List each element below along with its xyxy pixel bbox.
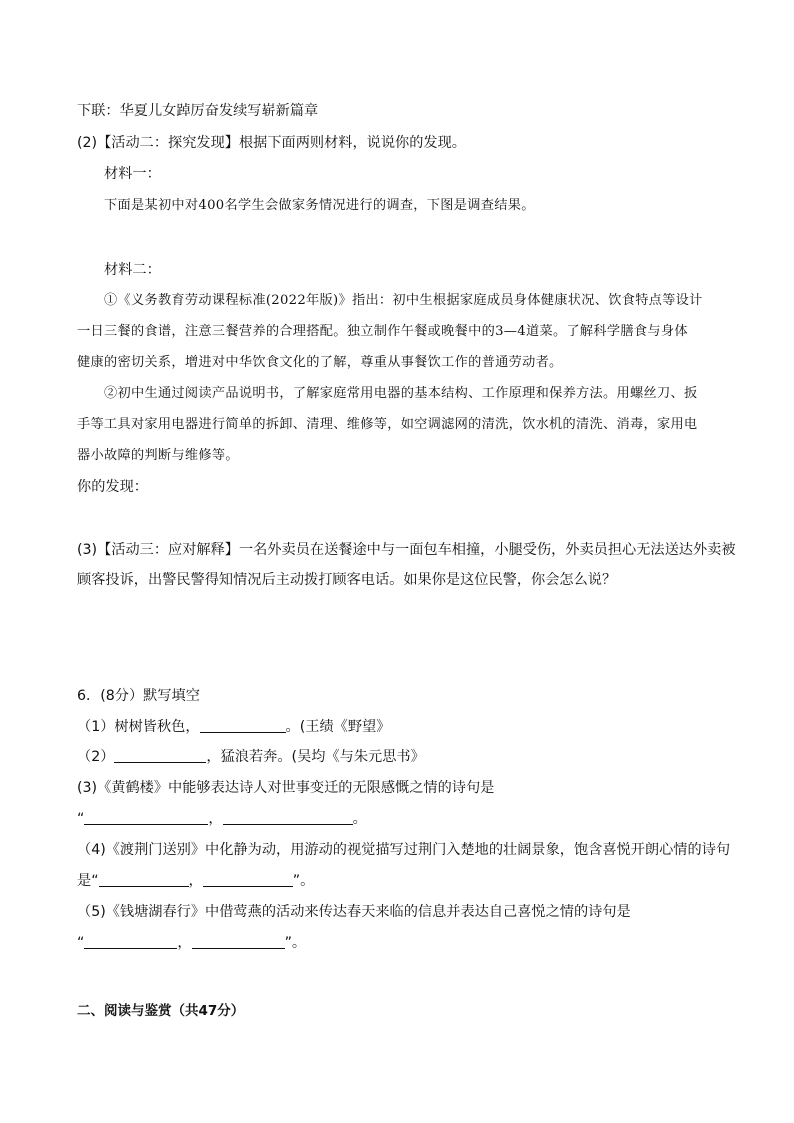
comma: ， [208,811,223,827]
close-quote: ”。 [292,873,315,889]
material-two-para-1-cont: 一日三餐的食谱，注意三餐营养的合理搭配。独立制作午餐或晚餐中的3—4道菜。了解科学膳食与身体 [77,324,688,339]
comma: ， [188,873,203,889]
fill-blank-1-text: （1）树树皆秋色， [77,719,200,735]
period: 。 [352,811,367,827]
answer-blank[interactable] [84,810,208,825]
activity-two-question [77,133,466,153]
answer-blank[interactable] [84,934,177,949]
your-finding-label: 你的发现： [77,479,148,495]
activity-two-text: 根据下面两则材料，说说你的发现。 [238,135,466,151]
fill-blank-3-answer [77,809,367,829]
material-two-para-2-cont: 器小故障的判断与维修等。 [77,448,239,463]
activity-three-question-cont: 顾客投诉，出警民警得知情况后主动拨打顾客电话。如果你是这位民警，你会怎么说？ [77,572,617,588]
material-two-para-2-cont: 手等工具对家用电器进行简单的拆卸、清理、维修等，如空调滤网的清洗，饮水机的清洗、消毒，家用电 [77,417,698,432]
material-two-heading: 材料二： [104,262,161,278]
answer-blank[interactable] [203,872,293,887]
section-two-heading: 二、阅读与鉴赏（共47分） [77,1003,245,1019]
activity-three-question [77,540,736,560]
fill-blank-1 [77,717,390,737]
activity-two-label: (2)【活动二：探究发现】 [77,135,239,151]
activity-three-label: (3)【活动三：应对解释】 [77,542,239,558]
fill-blank-1-source: 。(王绩《野望》 [285,719,391,735]
open-quote: “ [77,811,85,827]
fill-blank-2-num: （2） [77,749,115,765]
answer-blank[interactable] [99,872,189,887]
material-one-heading: 材料一： [104,166,161,182]
material-two-para-1-cont: 健康的密切关系，增进对中华饮食文化的了解，尊重从事餐饮工作的普通劳动者。 [77,355,563,370]
fill-blank-2-source: ，猛浪若奔。(吴均《与朱元思书》 [206,749,425,765]
activity-three-text: 一名外卖员在送餐途中与一面包车相撞，小腿受伤，外卖员担心无法送达外卖被 [238,542,736,558]
open-quote: “ [77,935,85,951]
fill-blank-4: （4)《渡荆门送别》中化静为动，用游动的视觉描写过荆门入楚地的壮阔景象，饱含喜悦开朗心情的诗句 [77,842,731,858]
open-quote: 是“ [77,873,99,889]
couplet-line: 下联：华夏儿女踔厉奋发续写崭新篇章 [77,103,319,119]
fill-blank-2 [77,747,425,767]
material-two-para-2: ②初中生通过阅读产品说明书，了解家庭常用电器的基本结构、工作原理和保养方法。用螺丝刀、扳 [104,386,698,401]
answer-blank[interactable] [114,748,206,763]
material-one-text: 下面是某初中对400名学生会做家务情况进行的调查，下图是调查结果。 [104,198,535,213]
fill-blank-5: （5)《钱塘湖春行》中借莺燕的活动来传达春天来临的信息并表达自己喜悦之情的诗句是 [77,904,631,920]
fill-blank-5-answer [77,933,306,953]
fill-blank-4-answer [77,871,314,891]
material-two-para-1: ①《义务教育劳动课程标准(2022年版)》指出：初中生根据家庭成员身体健康状况、饮食特点等设计 [104,293,703,308]
fill-blank-3: (3)《黄鹤楼》中能够表达诗人对世事变迁的无限感慨之情的诗句是 [77,780,495,796]
question-6-title: 6．(8分）默写填空 [77,688,200,704]
answer-blank[interactable] [200,718,286,733]
answer-blank[interactable] [223,810,353,825]
answer-blank[interactable] [192,934,285,949]
comma: ， [177,935,192,951]
close-quote: ”。 [284,935,307,951]
